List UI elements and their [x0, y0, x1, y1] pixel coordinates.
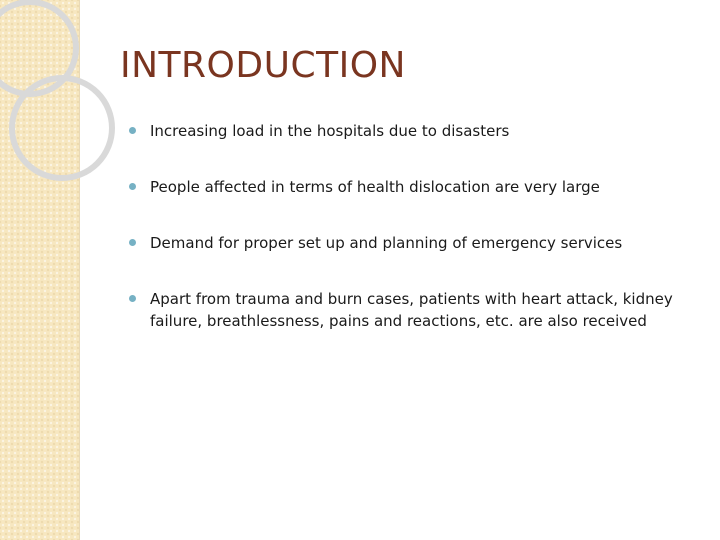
bullet-text: Apart from trauma and burn cases, patients with heart attack, kidney failure, breathlessness, pains and reactions, etc. are also received: [150, 290, 673, 330]
bullet-marker-icon: [129, 183, 136, 190]
bullet-item: [126, 176, 676, 198]
bullet-marker-icon: [129, 295, 136, 302]
decorative-rings: [0, 0, 140, 220]
bullet-item: [126, 288, 676, 332]
bullet-marker-icon: [129, 127, 136, 134]
slide-title: INTRODUCTION: [120, 45, 406, 86]
decorative-ring-lower: [12, 78, 112, 178]
bullet-text: Increasing load in the hospitals due to disasters: [150, 122, 510, 140]
bullet-item: [126, 120, 676, 142]
bullet-text: Demand for proper set up and planning of emergency services: [150, 234, 623, 252]
bullet-marker-icon: [129, 239, 136, 246]
bullet-item: [126, 232, 676, 254]
bullet-list: [126, 120, 676, 366]
bullet-text: People affected in terms of health dislocation are very large: [150, 178, 600, 196]
